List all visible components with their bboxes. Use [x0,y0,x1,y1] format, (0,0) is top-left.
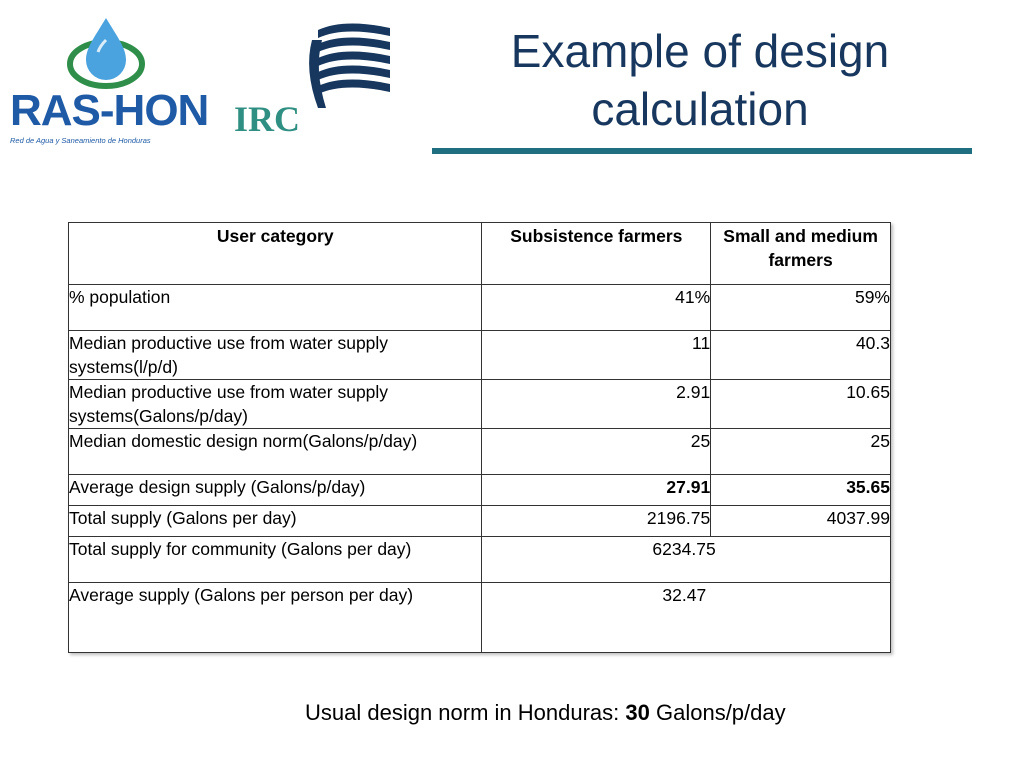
table-header-row [69,223,891,285]
cell-subsistence: 41% [482,285,711,331]
cell-subsistence: 25 [482,429,711,475]
table-row [69,285,891,331]
cell-combined: 6234.75 [482,537,891,583]
cell-small-medium: 25 [711,429,891,475]
row-label: Median productive use from water supply systems(Galons/p/day) [69,380,482,429]
water-drop-icon [66,14,146,92]
row-label: Total supply (Galons per day) [69,506,482,537]
row-label: Median productive use from water supply systems(l/p/d) [69,331,482,380]
cell-subsistence: 2196.75 [482,506,711,537]
row-label: Total supply for community (Galons per day) [69,537,482,583]
design-norm-note [305,700,786,726]
table-row [69,429,891,475]
table-row [69,331,891,380]
table-row [69,380,891,429]
note-suffix: Galons/p/day [649,700,786,725]
row-label: Average supply (Galons per person per day) [69,583,482,653]
cell-small-medium: 4037.99 [711,506,891,537]
cell-combined: 32.47 [482,583,891,653]
rashon-tagline: Red de Agua y Saneamiento de Honduras [10,136,151,145]
cell-subsistence: 2.91 [482,380,711,429]
table-row [69,537,891,583]
cell-small-medium: 40.3 [711,331,891,380]
row-label: % population [69,285,482,331]
row-label: Average design supply (Galons/p/day) [69,475,482,506]
rashon-logo [2,14,234,145]
irc-logo [232,20,397,139]
design-calculation-table [68,222,891,653]
irc-waves-icon [304,20,394,120]
table-row [69,475,891,506]
header-user-category: User category [69,223,482,285]
cell-small-medium: 35.65 [711,475,891,506]
title-line-1: Example of design [510,25,890,77]
table-row [69,583,891,653]
rashon-wordmark: RAS-HON [10,86,209,135]
note-prefix: Usual design norm in Honduras: [305,700,626,725]
table-row [69,506,891,537]
header-subsistence-farmers: Subsistence farmers [482,223,711,285]
note-value: 30 [625,700,650,725]
cell-small-medium: 10.65 [711,380,891,429]
slide-title [440,22,960,138]
row-label: Median domestic design norm(Galons/p/day) [69,429,482,475]
header-small-medium-farmers: Small and medium farmers [711,223,891,285]
irc-wordmark: IRC [234,99,301,139]
title-underline [432,148,972,154]
cell-subsistence: 11 [482,331,711,380]
cell-subsistence: 27.91 [482,475,711,506]
title-line-2: calculation [591,83,809,135]
cell-small-medium: 59% [711,285,891,331]
